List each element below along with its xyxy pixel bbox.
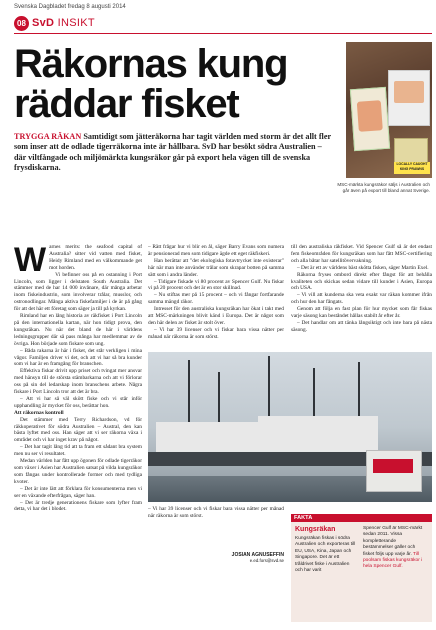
byline bbox=[228, 552, 284, 563]
article-headline bbox=[14, 44, 334, 124]
fact-box-text: Kungsräkan fiskas i södra Australien och exporteras till EU, USA, Kina, Japan och Singapore. Det är ett tråldrivet fiske i Australien och har varit bbox=[295, 536, 356, 574]
body-paragraph: – Det är inte lätt att förklara för konsumenterna men vi ser en växande efterfrågan, säger han. bbox=[14, 485, 142, 499]
subheading: Att räkornas kontroll bbox=[14, 409, 64, 416]
body-paragraph: – Vi har 39 licenser och vi fiskar bara vissa nätter per månad när räkorna är som störst. bbox=[148, 326, 284, 340]
section-header bbox=[14, 14, 432, 32]
prawn-package-image bbox=[388, 70, 430, 126]
section-label: INSIKT bbox=[57, 17, 95, 29]
article-column-1 bbox=[14, 244, 142, 622]
body-paragraph: Räkorna fryses ombord direkt efter fångst för att behålla kvaliteten och skickas sedan vidare till kunder i Asien, Europa och USA. bbox=[291, 271, 432, 292]
article-lead bbox=[14, 132, 334, 174]
body-paragraph: – Vi vill att kunderna ska veta exakt var räkan kommer ifrån och hur den har fångats. bbox=[291, 292, 432, 306]
body-paragraph: – Vi har 39 licenser och vi fiskar bara vissa nätter per månad när räkorna är som störst. bbox=[148, 506, 284, 519]
body-paragraph: Medan världen har fått upp ögonen för odlade tigerräkor som växer i Asien har Australien satsat på vilda kungsräkor som fångas under kontrollerade former och med tydliga kvoter. bbox=[14, 458, 142, 485]
fishing-boats-photo bbox=[148, 352, 432, 502]
body-paragraph: – Att vi har så väl skött fiske och vi står inför upphandling är mycket för oss, berättar hon. bbox=[14, 395, 142, 409]
section-rule bbox=[14, 33, 432, 34]
headline-line-1: Räkornas kung bbox=[14, 42, 288, 86]
body-paragraph: – Det handlar om att tänka långsiktigt och inte bara på nästa säsong. bbox=[291, 319, 432, 333]
body-paragraph: Genom att följa en fast plan för hur mycket som får fiskas varje säsong kan beståndet hållas stabilt år efter år. bbox=[291, 306, 432, 320]
article-column-2-continued bbox=[148, 506, 284, 550]
photo-caption: MSC-märkta kungsräkor säljs i Australien och går även på export till bland annat Sverige. bbox=[337, 182, 430, 193]
fact-box-body bbox=[291, 522, 432, 622]
body-paragraph: Han berättar att "det ekologiska fotavtrycket inte existerar" här när man inte använder trålar som skrapar botten på samma sätt som i andra länder. bbox=[148, 257, 284, 278]
body-paragraph: – Rätt frågar hur vi blir en ål, säger Barry Evans som numera är pensionerad men som tidigare ägde ett eget räkfiskeri. bbox=[148, 244, 284, 257]
body-paragraph: Det stämmer med Terry Richardson, vd för räkkoperativet för södra Australien – Austral, den kan bästa lyftet med oss. Han säger att vi ser räkorna växa i området och vi har inget krav på något. bbox=[14, 416, 142, 444]
locally-caught-tag: LOCALLY CAUGHT KING PRAWNS bbox=[394, 162, 430, 174]
headline-line-2: räddar fisket bbox=[14, 82, 239, 126]
byline-email: e.ed.fors@svd.se bbox=[249, 558, 284, 563]
product-photo bbox=[346, 42, 432, 178]
body-paragraph: Vi befinner oss på en ostanning i Port Lincoln, som ligger i delstaten South Australia. Det stämmer med de har 14 000 invånare, där många arbetar inom fiskeindustrin, som involverar trålar, musslor, och ostronodlingar. Många aktiva fiskefamiljer i de är på gång för att det här ett företag som säger ja till på kyrkan. bbox=[14, 271, 142, 313]
article-column-3 bbox=[291, 244, 432, 348]
body-text: arnes merits: the seafood capital of Australia? sitter vid vatten med fisket, Heidy Rimland med en välkommande get mot horden. bbox=[49, 244, 142, 271]
fact-box-text-2 bbox=[363, 526, 427, 571]
section-number-badge: 08 bbox=[14, 16, 29, 31]
body-paragraph: Intresset för den australiska kungsräkan har ökat i takt med att MSC-märkningen blivit känd i Europa. Det är något som den här delen av fisket är stolt över. bbox=[148, 306, 284, 326]
body-paragraph: till den australiska räkfisket. Vid Spencer Gulf så är det endast fem fiskeområden för kungsräkan som har fått MSC-certifiering och alla båtar har satellitövervakning. bbox=[291, 244, 432, 264]
body-paragraph: – Tidigare fiskade vi 80 procent av Spencer Gulf. Nu fiskar vi på 20 procent och det är en stor skillnad. bbox=[148, 278, 284, 292]
section-name bbox=[32, 17, 95, 29]
body-paragraph: – Det är ett av världens bäst skötta fisken, säger Martin Exel. bbox=[297, 264, 429, 271]
fact-box-title: Kungsräkan bbox=[295, 526, 336, 533]
article-column-2 bbox=[148, 244, 284, 348]
section-brand: SvD bbox=[32, 17, 55, 29]
body-paragraph: – Det har tagit lång tid att ta fram ett sådant bra system men nu ser vi resultatet. bbox=[14, 444, 142, 458]
body-paragraph: – Båda rakarna är här i fisket, det står verkligen i mina vågor. Familjen driver vi det, och att vi har så bra kunder som vi har är en framgång för branschen. bbox=[14, 347, 142, 368]
prawn-package-image bbox=[350, 87, 390, 151]
body-paragraph: Rimland har en lång historia av räkfisket i Port Lincoln på den internationella kartan, när hon tidigt prova, den kungsräkan. Nu när det bland de här i världens ledningsgrupper där så pass många har medlemmar av de övriga. Hon började som fiskare som ung. bbox=[14, 313, 142, 347]
lead-text: Samtidigt som jätteräkorna har tagit världen med storm är det allt fler som inser att de odlade tigerräkorna inte är hållbara. SvD har besökt södra Australien – där viltfångade och miljömärkta kungsräkor går på export hela vägen till de svenska frysdiskarna. bbox=[14, 132, 331, 173]
body-paragraph: – Nu stiftas mer på 15 procent – och vi fångar fortfarande samma mängd räkor. bbox=[148, 292, 284, 306]
lead-kicker: TRYGGA RÄKAN bbox=[14, 132, 82, 141]
page-dateline: Svenska Dagbladet fredag 8 augusti 2014 bbox=[14, 4, 126, 10]
body-paragraph: – Det är tredje generationens fiskare som lyfter fram detta, vi har det i blodet. bbox=[14, 499, 142, 513]
fact-box-text-2-body: Spencer Gulf är MSC-märkt sedan 2011. Vissa kompletterande bestämmelser gäller och fisket följs upp varje år. bbox=[363, 526, 423, 557]
prawn-boxes-image bbox=[366, 450, 422, 492]
body-paragraph: Effektiva fiskar drivit upp priset och tvingat mer ansvar med hänsyn till de största stämbarkarna och att vi förlorar oss på sin del ledarskap inom branschens arbete. Några fiskare i Port Lincoln tror att det är bra. bbox=[14, 368, 142, 396]
fact-box-label: FAKTA bbox=[291, 514, 432, 522]
drop-cap: W bbox=[14, 244, 47, 279]
fact-box-highlight: Till poolsam fiskas kungsräkor i hela Spencer Gulf. bbox=[363, 551, 423, 570]
byline-name: JOSIAN AGNUSEFFIN bbox=[231, 552, 284, 558]
